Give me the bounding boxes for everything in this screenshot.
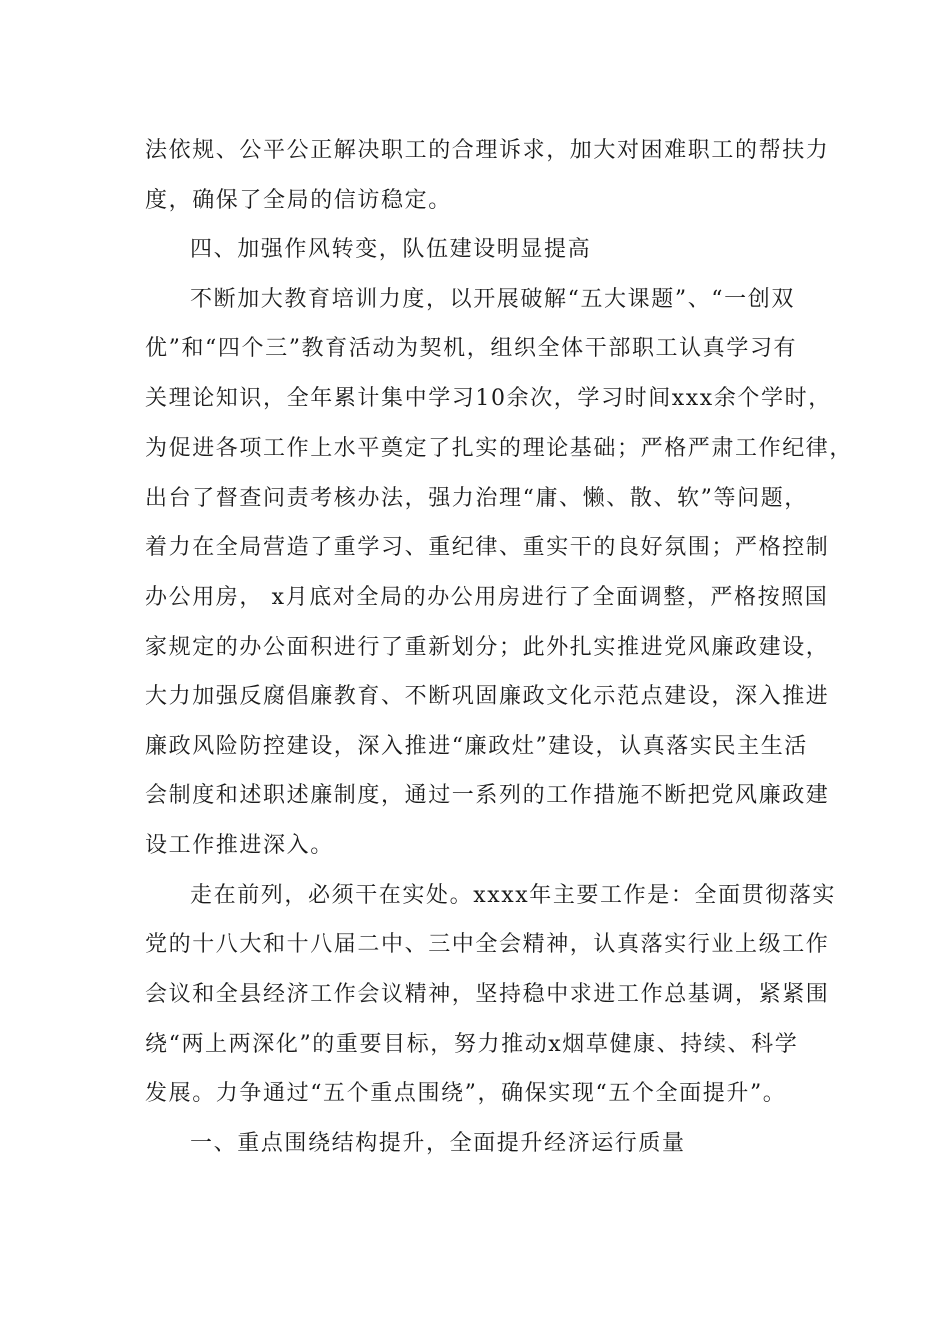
text-line: 优”和“四个三”教育活动为契机，组织全体干部职工认真学习有 xyxy=(145,336,798,361)
text-line: 廉政风险防控建设，深入推进“廉政灶”建设，认真落实民主生活 xyxy=(145,734,808,759)
text-line: 办公用房， x月底对全局的办公用房进行了全面调整，严格按照国 xyxy=(145,585,829,610)
text-line: 法依规、公平公正解决职工的合理诉求，加大对困难职工的帮扶力 xyxy=(145,138,830,163)
section-heading: 四、加强作风转变，队伍建设明显提高 xyxy=(190,237,592,262)
text-line: 着力在全局营造了重学习、重纪律、重实干的良好氛围；严格控制 xyxy=(145,535,830,560)
text-line: 家规定的办公面积进行了重新划分；此外扎实推进党风廉政建设， xyxy=(145,635,830,660)
text-line: 大力加强反腐倡廉教育、不断巩固廉政文化示范点建设，深入推进 xyxy=(145,684,830,709)
text-line: 不断加大教育培训力度，以开展破解“五大课题”、“一创双 xyxy=(190,287,795,312)
text-line: 走在前列，必须干在实处。xxxx年主要工作是：全面贯彻落实 xyxy=(190,883,837,908)
text-line: 度，确保了全局的信访稳定。 xyxy=(145,188,452,213)
text-line: 出台了督查问责考核办法，强力治理“庸、懒、散、软”等问题， xyxy=(145,486,808,511)
text-line: 为促进各项工作上水平奠定了扎实的理论基础；严格严肃工作纪律， xyxy=(145,436,854,461)
text-line: 绕“两上两深化”的重要目标，努力推动x烟草健康、持续、科学 xyxy=(145,1032,799,1057)
text-line: 会议和全县经济工作会议精神，坚持稳中求进工作总基调，紧紧围 xyxy=(145,982,830,1007)
text-line: 设工作推进深入。 xyxy=(145,833,334,858)
section-heading: 一、重点围绕结构提升，全面提升经济运行质量 xyxy=(190,1131,686,1156)
text-line: 会制度和述职述廉制度，通过一系列的工作措施不断把党风廉政建 xyxy=(145,783,830,808)
text-line: 党的十八大和十八届二中、三中全会精神，认真落实行业上级工作 xyxy=(145,932,830,957)
text-line: 发展。力争通过“五个重点围绕”，确保实现“五个全面提升”。 xyxy=(145,1081,787,1106)
text-line: 关理论知识，全年累计集中学习10余次，学习时间xxx余个学时， xyxy=(145,386,832,411)
